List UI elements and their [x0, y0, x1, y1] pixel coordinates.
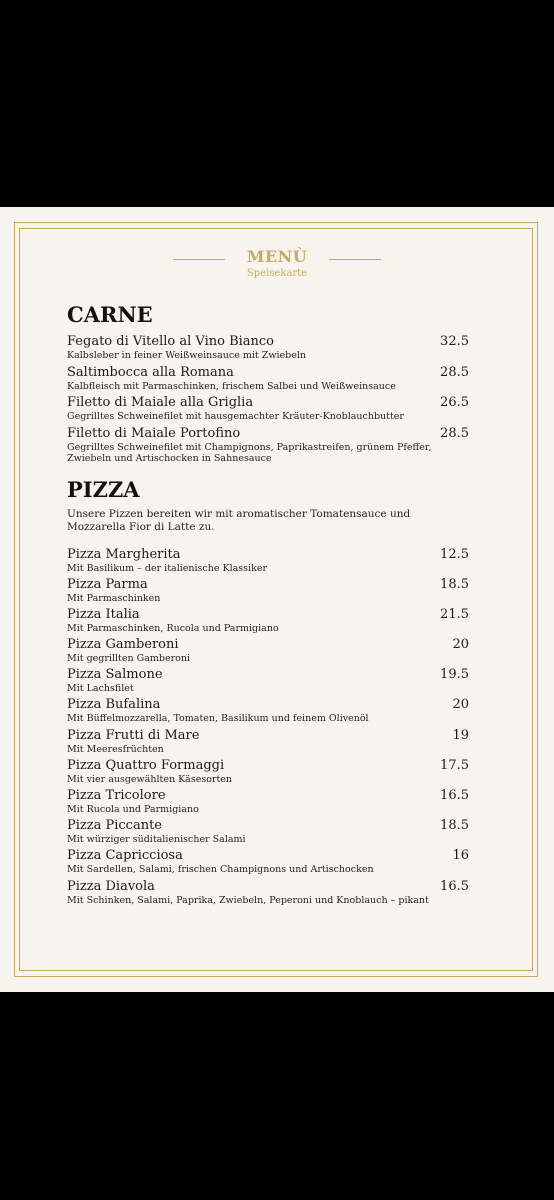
- menu-item-price: 19.5: [440, 667, 469, 683]
- menu-item-name: Pizza Diavola: [67, 878, 155, 894]
- menu-item-row: [67, 727, 469, 744]
- menu-item-row: [67, 394, 469, 411]
- menu-item: [67, 727, 469, 757]
- menu-item-name: Pizza Frutti di Mare: [67, 727, 200, 743]
- menu-item: [67, 817, 469, 847]
- menu-item: [67, 666, 469, 696]
- menu-item-name: Pizza Tricolore: [67, 788, 166, 803]
- menu-item-price: 18.5: [440, 576, 469, 592]
- menu-item-row: [67, 636, 469, 653]
- menu-item-description: Gegrilltes Schweinefilet mit hausgemachter Kräuter-Knoblauchbutter: [67, 411, 404, 422]
- menu-item-row: [67, 576, 469, 593]
- menu-item: [67, 394, 469, 423]
- menu-item-row: [67, 847, 469, 864]
- menu-item-description: Mit Büffelmozzarella, Tomaten, Basilikum und feinem Olivenöl: [67, 713, 369, 725]
- menu-title: MENÙ: [246, 247, 308, 266]
- menu-item-name: Pizza Piccante: [67, 818, 162, 834]
- menu-item-name: Pizza Italia: [67, 606, 140, 622]
- menu-item-price: 32.5: [440, 334, 469, 349]
- menu-item-row: [67, 666, 469, 683]
- menu-item-price: 28.5: [440, 364, 469, 380]
- menu-item-row: [67, 606, 469, 623]
- top-letterbox: [0, 0, 554, 207]
- menu-item-price: 28.5: [440, 425, 469, 441]
- menu-item-description: Mit vier ausgewählten Käsesorten: [67, 773, 233, 785]
- section-title-carne: CARNE: [67, 302, 153, 327]
- menu-item-description: Gegrilltes Schweinefilet mit Champignons, Paprikastreifen, grünem Pfeffer, Zwiebeln und Artischocken in Sahnesauce: [67, 441, 432, 464]
- menu-item-name: Pizza Margherita: [67, 546, 181, 562]
- menu-item: [67, 606, 469, 636]
- menu-item-name: Filetto di Maiale Portofino: [67, 425, 241, 441]
- menu-item-name: Pizza Quattro Formaggi: [67, 757, 225, 773]
- menu-page[interactable]: [0, 207, 554, 992]
- pizza-list: [67, 546, 469, 908]
- menu-item-description: Mit Parmaschinken: [67, 592, 161, 604]
- menu-item-name: Pizza Salmone: [67, 667, 163, 683]
- menu-item-description: Mit würziger süditalienischer Salami: [67, 834, 246, 846]
- menu-item-price: 21.5: [440, 606, 469, 622]
- menu-item-row: [67, 878, 469, 895]
- menu-item-price: 20: [452, 697, 469, 713]
- menu-item-description: Mit Parmaschinken, Rucola und Parmigiano: [67, 622, 279, 634]
- menu-item-description: Mit Basilikum – der italienische Klassiker: [67, 562, 268, 574]
- menu-item-price: 17.5: [440, 757, 469, 773]
- menu-item-price: 26.5: [440, 395, 469, 410]
- menu-item-description: Mit Lachsfilet: [67, 683, 134, 695]
- menu-item-row: [67, 333, 469, 350]
- menu-item-description: Mit Schinken, Salami, Paprika, Zwiebeln, Peperoni und Knoblauch – pikant: [67, 894, 429, 906]
- menu-item-name: Pizza Parma: [67, 576, 148, 592]
- menu-item-name: Pizza Gamberoni: [67, 637, 179, 653]
- menu-item-row: [67, 546, 469, 563]
- section-carne: [67, 302, 469, 465]
- menu-item-description: Kalbsleber in feiner Weißweinsauce mit Zwiebeln: [67, 350, 306, 361]
- carne-list: [67, 333, 469, 465]
- menu-item-price: 20: [452, 637, 469, 653]
- menu-item-name: Filetto di Maiale alla Griglia: [67, 395, 254, 410]
- menu-header: [0, 247, 554, 281]
- bottom-letterbox: [0, 992, 554, 1200]
- menu-item-price: 12.5: [440, 546, 469, 562]
- menu-item-name: Pizza Bufalina: [67, 697, 161, 713]
- menu-item: [67, 364, 469, 393]
- menu-item: [67, 696, 469, 726]
- menu-item-name: Fegato di Vitello al Vino Bianco: [67, 334, 275, 349]
- menu-item-description: Mit gegrillten Gamberoni: [67, 653, 191, 665]
- menu-item-row: [67, 787, 469, 804]
- menu-item-name: Saltimbocca alla Romana: [67, 364, 234, 380]
- section-title-pizza: PIZZA: [67, 476, 140, 502]
- menu-item-description: Kalbfleisch mit Parmaschinken, frischem Salbei und Weißweinsauce: [67, 380, 396, 392]
- menu-item-price: 18.5: [440, 818, 469, 834]
- menu-item-row: [67, 757, 469, 774]
- menu-item: [67, 546, 469, 576]
- menu-item-row: [67, 364, 469, 381]
- menu-item: [67, 636, 469, 666]
- menu-item-description: Mit Meeresfrüchten: [67, 743, 164, 755]
- menu-item-price: 16: [452, 848, 469, 864]
- menu-item-price: 16.5: [440, 878, 469, 894]
- menu-item: [67, 576, 469, 606]
- pizza-intro: Unsere Pizzen bereiten wir mit aromatischer Tomatensauce und Mozzarella Fior di Latte zu.: [67, 507, 411, 533]
- menu-item: [67, 878, 469, 908]
- section-pizza: [67, 477, 469, 908]
- menu-item-row: [67, 425, 469, 442]
- menu-item: [67, 787, 469, 817]
- menu-item: [67, 757, 469, 787]
- menu-item: [67, 847, 469, 877]
- menu-item-name: Pizza Capricciosa: [67, 848, 183, 864]
- menu-item-description: Mit Sardellen, Salami, frischen Champignons und Artischocken: [67, 864, 374, 876]
- menu-content: [67, 302, 469, 908]
- menu-item-price: 16.5: [440, 788, 469, 803]
- menu-item: [67, 333, 469, 362]
- menu-item-price: 19: [452, 727, 469, 743]
- menu-item-description: Mit Rucola und Parmigiano: [67, 804, 199, 815]
- menu-subtitle: Speisekarte: [246, 268, 308, 279]
- menu-item: [67, 425, 469, 465]
- menu-item-row: [67, 696, 469, 713]
- menu-item-row: [67, 817, 469, 834]
